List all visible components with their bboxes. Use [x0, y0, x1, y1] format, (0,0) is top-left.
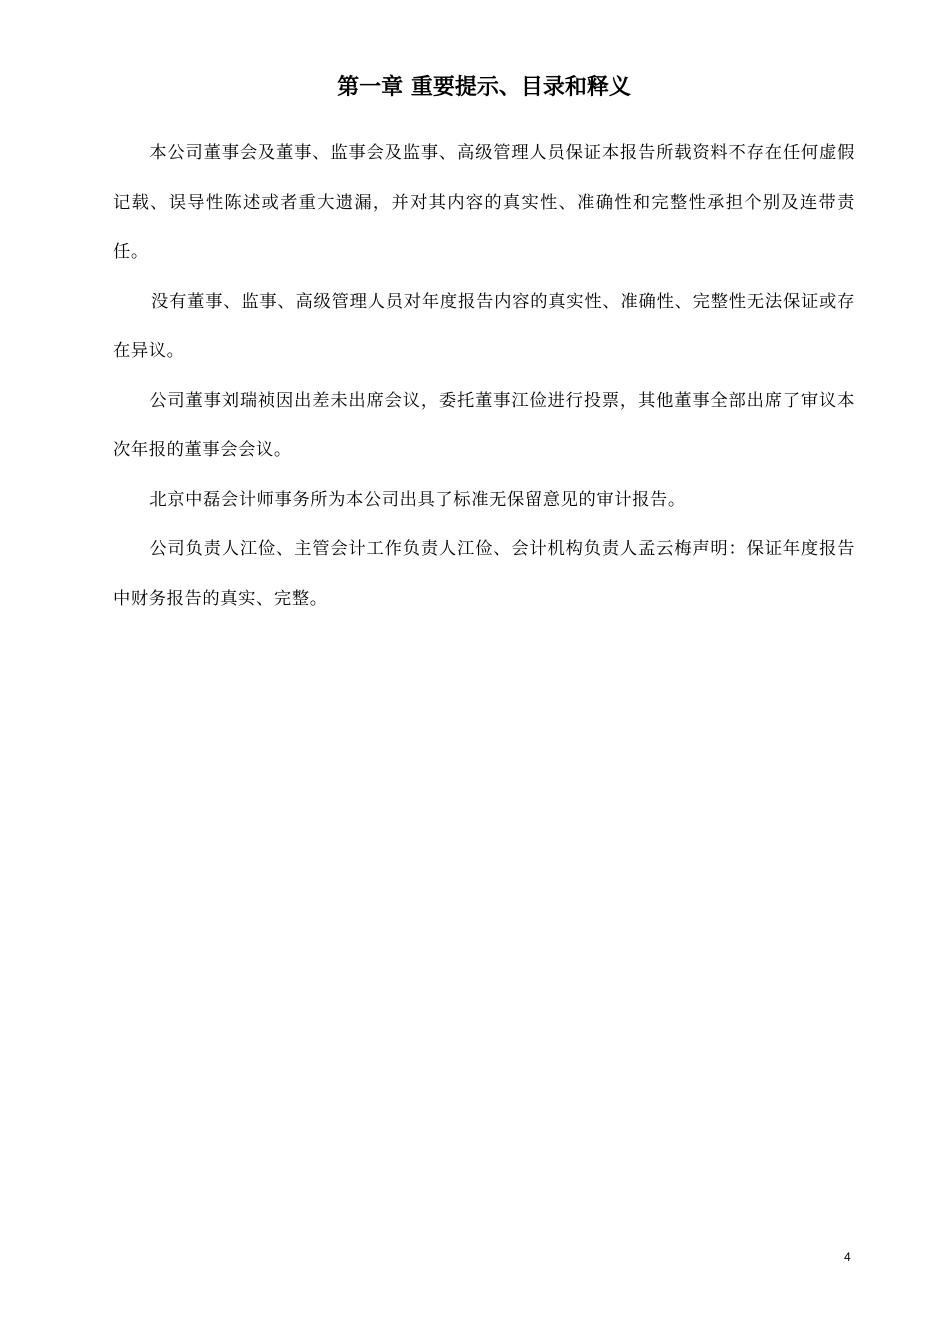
paragraph-audit-opinion: 北京中磊会计师事务所为本公司出具了标准无保留意见的审计报告。 [149, 489, 686, 510]
paragraph-board-guarantee: 本公司董事会及董事、监事会及监事、高级管理人员保证本报告所载资料不存在任何虚假记载、误导性陈述或者重大遗漏，并对其内容的真实性、准确性和完整性承担个别及连带责任。 [113, 143, 855, 262]
paragraph-director-attendance: 公司董事刘瑞祯因出差未出席会议，委托董事江俭进行投票，其他董事全部出席了审议本次年报的董事会会议。 [113, 390, 855, 460]
paragraph-financial-statement-declaration: 公司负责人江俭、主管会计工作负责人江俭、会计机构负责人孟云梅声明：保证年度报告中财务报告的真实、完整。 [113, 539, 855, 609]
chapter-title: 第一章 重要提示、目录和释义 [337, 75, 631, 100]
important-notice-body [113, 129, 855, 624]
paragraph-no-objection: 没有董事、监事、高级管理人员对年度报告内容的真实性、准确性、完整性无法保证或存在异议。 [113, 291, 855, 361]
page-number: 4 [844, 1250, 851, 1264]
